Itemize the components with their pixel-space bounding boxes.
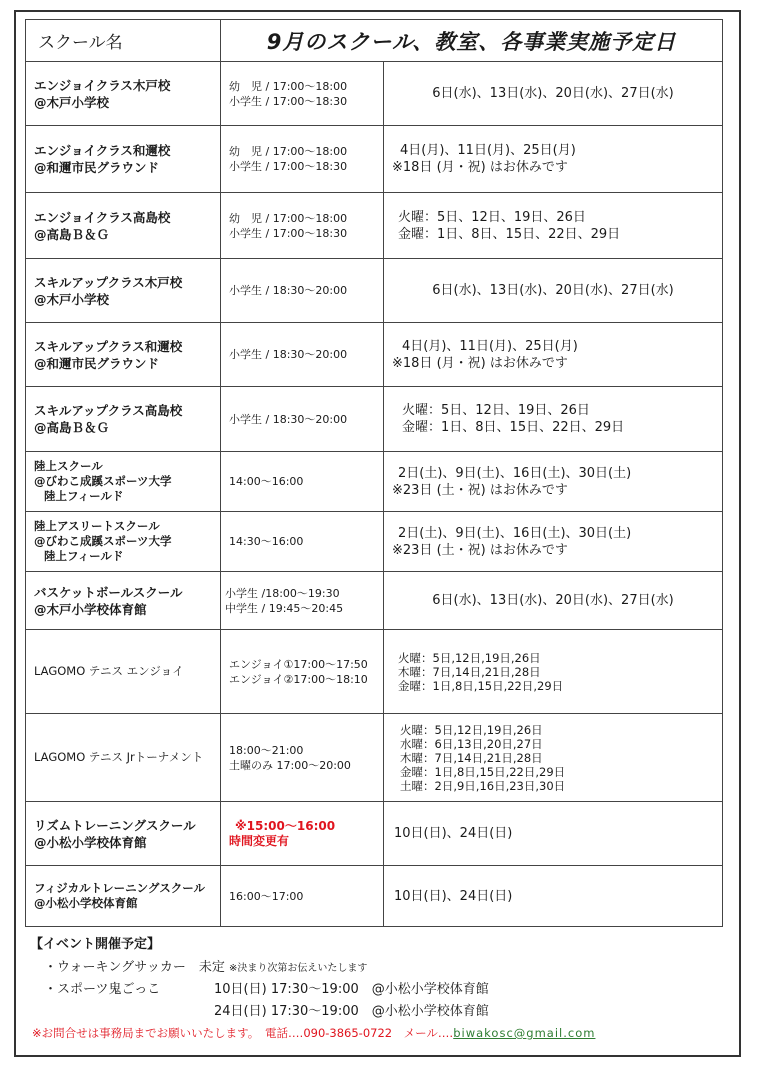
- school-name-cell: [26, 866, 221, 927]
- days-line: 6日(水)、13日(水)、20日(水)、27日(水): [432, 86, 674, 101]
- time-line: 小学生 / 17:00～18:30: [229, 226, 348, 240]
- days-line: 火曜：5日、12日、19日、26日: [402, 403, 590, 418]
- school-name: LAGOMO テニス エンジョイ: [34, 664, 184, 678]
- school-venue: @高島Ｂ＆Ｇ: [34, 226, 110, 242]
- school-name-cell: [26, 572, 221, 630]
- school-name-cell: [26, 630, 221, 714]
- days-line: 火曜：5日,12日,19日,26日: [400, 722, 543, 737]
- contact-footer: [32, 1025, 595, 1041]
- time-cell: [221, 630, 384, 714]
- email-link[interactable]: biwakosc@gmail.com: [453, 1026, 596, 1040]
- time-line: 18:00～21:00: [229, 743, 304, 757]
- closure-note: ※18日 (月・祝) はお休みです: [392, 355, 568, 371]
- school-name-cell: [26, 387, 221, 452]
- time-line: 幼 児 / 17:00～18:00: [229, 211, 348, 225]
- page-title: 9月のスクール、教室、各事業実施予定日: [221, 20, 723, 62]
- time-cell: [221, 126, 384, 193]
- school-name-cell: [26, 193, 221, 259]
- event-walking-note: ※決まり次第お伝えいたします: [228, 963, 368, 974]
- school-name: エンジョイクラス高島校: [34, 209, 171, 225]
- days-cell: [384, 572, 723, 630]
- time-cell: [221, 572, 384, 630]
- table-row: [26, 62, 723, 126]
- time-line: 14:00～16:00: [229, 475, 304, 488]
- days-line: 金曜：1日,8日,15日,22日,29日: [400, 764, 566, 779]
- school-name-cell: [26, 62, 221, 126]
- days-line: 土曜：2日,9日,16日,23日,30日: [400, 778, 566, 793]
- days-cell: [384, 62, 723, 126]
- time-cell: [221, 193, 384, 259]
- school-venue: @和邇市民グラウンド: [34, 160, 160, 175]
- time-line: 小学生 / 18:30～20:00: [229, 348, 348, 361]
- days-cell: [384, 323, 723, 387]
- days-line: 6日(水)、13日(水)、20日(水)、27日(水): [432, 593, 674, 608]
- schedule-table: [25, 19, 723, 927]
- event-date-line: 24日(日) 17:30～19:00 @小松小学校体育館: [214, 1004, 489, 1019]
- table-row: [26, 323, 723, 387]
- days-line: 金曜：1日,8日,15日,22日,29日: [398, 678, 564, 693]
- time-line: 14:30～16:00: [229, 535, 304, 548]
- closure-note: ※23日 (土・祝) はお休みです: [392, 542, 568, 558]
- school-name-cell: [26, 714, 221, 802]
- school-venue: @木戸小学校体育館: [34, 601, 147, 617]
- school-name: バスケットボールスクール: [34, 584, 183, 600]
- closure-note: ※23日 (土・祝) はお休みです: [392, 482, 568, 498]
- school-name: スキルアップクラス和邇校: [34, 338, 183, 354]
- days-line: 金曜：1日、8日、15日、22日、29日: [402, 420, 625, 435]
- table-row: [26, 802, 723, 866]
- days-cell: [384, 630, 723, 714]
- school-venue: @びわこ成蹊スポーツ大学: [34, 474, 172, 488]
- days-line: 水曜：6日,13日,20日,27日: [400, 736, 543, 751]
- school-name-cell: [26, 259, 221, 323]
- time-cell: [221, 802, 384, 866]
- school-name: LAGOMO テニス Jrトーナメント: [34, 750, 204, 764]
- school-venue: @和邇市民グラウンド: [34, 355, 160, 371]
- school-venue: @木戸小学校: [34, 94, 110, 110]
- days-line: 木曜：7日,14日,21日,28日: [398, 664, 541, 679]
- days-cell: [384, 714, 723, 802]
- school-venue-detail: 陸上フィールド: [44, 549, 124, 563]
- time-line: 小学生 /18:00～19:30: [225, 586, 340, 600]
- days-cell: [384, 866, 723, 927]
- school-name: 陸上アスリートスクール: [34, 519, 160, 533]
- days-line: 10日(日)、24日(日): [394, 888, 513, 904]
- event-date-line: 10日(日) 17:30～19:00 @小松小学校体育館: [214, 982, 489, 997]
- time-line: 幼 児 / 17:00～18:00: [229, 79, 348, 93]
- days-line: 2日(土)、9日(土)、16日(土)、30日(土): [398, 525, 632, 541]
- days-cell: [384, 802, 723, 866]
- school-venue-detail: 陸上フィールド: [44, 489, 124, 503]
- school-venue: @高島Ｂ＆Ｇ: [34, 420, 110, 435]
- events-title: 【イベント開催予定】: [30, 937, 161, 952]
- table-header-row: [26, 20, 723, 62]
- event-walking-soccer: [44, 956, 367, 975]
- table-row: [26, 572, 723, 630]
- table-row: [26, 630, 723, 714]
- time-change-alert: ※15:00～16:00: [235, 818, 336, 833]
- school-venue: @小松小学校体育館: [34, 896, 138, 910]
- school-name: エンジョイクラス木戸校: [34, 77, 171, 93]
- time-cell: [221, 323, 384, 387]
- time-change-note: 時間変更有: [229, 833, 290, 848]
- time-line: 小学生 / 17:00～18:30: [229, 160, 348, 173]
- time-cell: [221, 512, 384, 572]
- time-line: 小学生 / 17:00～18:30: [229, 94, 348, 108]
- time-line: 小学生 / 18:30～20:00: [229, 284, 348, 297]
- school-name-header: スクール名: [26, 20, 221, 62]
- time-cell: [221, 259, 384, 323]
- table-row: [26, 193, 723, 259]
- days-line: 火曜：5日、12日、19日、26日: [398, 209, 586, 225]
- table-row: [26, 387, 723, 452]
- time-line: エンジョイ②17:00～18:10: [229, 672, 368, 686]
- event-walking-text: ・ウォーキングサッカー 未定: [44, 960, 225, 975]
- table-row: [26, 714, 723, 802]
- school-name: リズムトレーニングスクール: [34, 817, 196, 833]
- days-cell: [384, 387, 723, 452]
- table-row: [26, 259, 723, 323]
- time-cell: [221, 866, 384, 927]
- school-venue: @小松小学校体育館: [34, 834, 147, 850]
- time-line: 土曜のみ 17:00～20:00: [229, 758, 351, 772]
- school-name: フィジカルトレーニングスクール: [34, 881, 206, 895]
- table-row: [26, 512, 723, 572]
- days-line: 火曜：5日,12日,19日,26日: [398, 650, 541, 665]
- school-name: 陸上スクール: [34, 459, 103, 473]
- school-name-cell: [26, 512, 221, 572]
- days-line: 金曜：1日、8日、15日、22日、29日: [398, 226, 621, 242]
- school-name-cell: [26, 802, 221, 866]
- days-cell: [384, 126, 723, 193]
- table-row: [26, 866, 723, 927]
- days-cell: [384, 193, 723, 259]
- table-row: [26, 452, 723, 512]
- days-line: 木曜：7日,14日,21日,28日: [400, 750, 543, 765]
- school-name: エンジョイクラス和邇校: [34, 143, 171, 158]
- days-cell: [384, 512, 723, 572]
- time-line: 中学生 / 19:45～20:45: [225, 601, 344, 615]
- days-cell: [384, 259, 723, 323]
- school-name: スキルアップクラス木戸校: [34, 274, 183, 290]
- time-line: 小学生 / 18:30～20:00: [229, 412, 348, 426]
- time-line: 16:00～17:00: [229, 889, 304, 903]
- school-venue: @木戸小学校: [34, 291, 110, 307]
- school-venue: @びわこ成蹊スポーツ大学: [34, 534, 172, 548]
- closure-note: ※18日 (月・祝) はお休みです: [392, 160, 568, 175]
- school-name-cell: [26, 323, 221, 387]
- school-name-cell: [26, 126, 221, 193]
- event-onigokko: ・スポーツ鬼ごっこ: [44, 982, 161, 997]
- days-line: 4日(月)、11日(月)、25日(月): [402, 338, 578, 354]
- time-cell: [221, 452, 384, 512]
- time-cell: [221, 714, 384, 802]
- table-row: [26, 126, 723, 193]
- days-line: 10日(日)、24日(日): [394, 826, 513, 841]
- days-line: 4日(月)、11日(月)、25日(月): [400, 143, 576, 158]
- time-line: エンジョイ①17:00～17:50: [229, 657, 368, 671]
- days-line: 6日(水)、13日(水)、20日(水)、27日(水): [432, 283, 674, 298]
- time-cell: [221, 387, 384, 452]
- school-name-cell: [26, 452, 221, 512]
- time-cell: [221, 62, 384, 126]
- time-line: 幼 児 / 17:00～18:00: [229, 145, 348, 158]
- days-line: 2日(土)、9日(土)、16日(土)、30日(土): [398, 465, 632, 481]
- days-cell: [384, 452, 723, 512]
- contact-text: ※お問合せは事務局までお願いいたします。 電話‥‥090-3865-0722 メール‥‥: [32, 1026, 454, 1040]
- school-name: スキルアップクラス高島校: [34, 403, 183, 418]
